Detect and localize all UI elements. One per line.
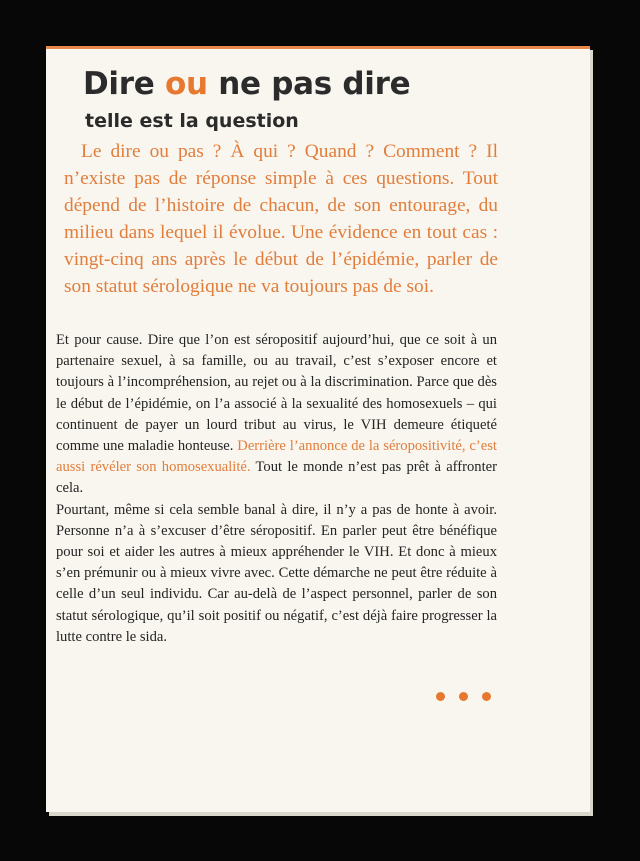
lead-paragraph: Le dire ou pas ? À qui ? Quand ? Comment ? Il n’existe pas de réponse simple à ces questions. Tout dépend de l’histoire de chacun, de son entourage, du milieu dans lequel il évolue. Une évidence en tout cas : vingt-cinq ans après le début de l’épidémie, parler de son statut sérologique ne va toujours pas de soi. [64, 141, 498, 297]
paragraph-1-end: Tout le monde n’est pas prêt à affronter cela. [56, 459, 497, 497]
title-accent: ou [164, 66, 208, 102]
page-title [83, 66, 410, 102]
title-part-2: ne pas dire [207, 66, 411, 102]
body-paragraph-1 [56, 330, 497, 500]
body-paragraph-2: Pourtant, même si cela semble banal à dire, il n’y a pas de honte à avoir. Personne n’a à s’excuser d’être séropositif. En parler peut être bénéfique pour soi et aider les autres à mieux appréhender le VIH. Et donc à mieux s’en prémunir ou à mieux vivre avec. Cette démarche ne peut être réduite à celle d’un seul individu. Car au-delà de l’aspect personnel, parler de son statut sérologique, qu’il soit positif ou négatif, c’est déjà faire progresser la lutte contre le sida. [56, 501, 497, 645]
paragraph-1-text: Et pour cause. Dire que l’on est séropositif aujourd’hui, que ce soit à un partenaire sexuel, à sa famille, ou au travail, c’est s’exposer encore et toujours à l’incompréhension, au rejet ou à la discrimination. Parce que dès le début de l’épidémie, on l’a associé à la sexualité des homosexuels – qui continuent de payer un lourd tribut au virus, le VIH demeure étiqueté comme une maladie honteuse. [56, 332, 497, 455]
page-subtitle: telle est la question [85, 110, 299, 132]
paragraph-1-highlight: Derrière l’annonce de la séropositivité, c’est aussi révéler son homosexualité. [56, 438, 497, 476]
continuation-dots [436, 692, 491, 701]
title-part-1: Dire [83, 66, 165, 102]
body-text [56, 330, 497, 648]
dot-icon [482, 692, 491, 701]
dot-icon [436, 692, 445, 701]
dot-icon [459, 692, 468, 701]
